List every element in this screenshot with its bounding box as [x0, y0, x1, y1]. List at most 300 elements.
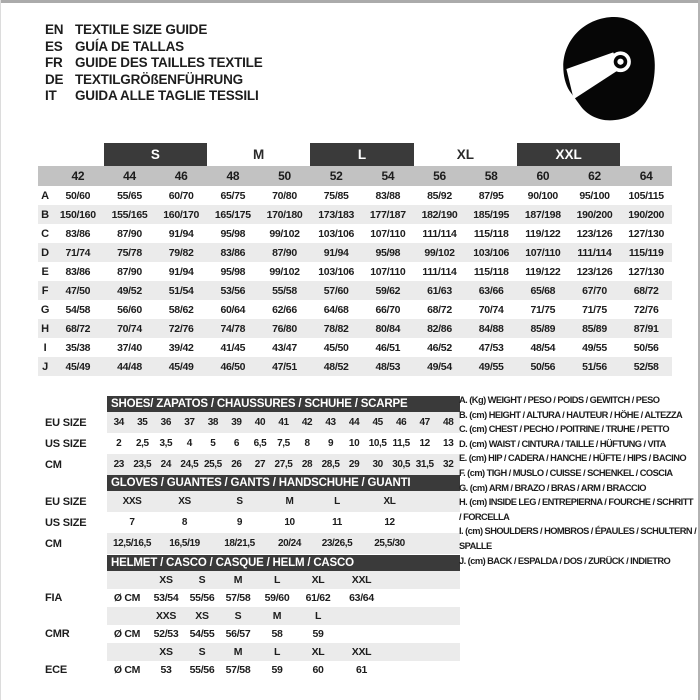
row-label: CM	[45, 458, 62, 471]
standard-label: ECE	[45, 664, 68, 676]
size-table-row	[38, 281, 672, 300]
cell-value: 34	[113, 417, 124, 428]
size-value: 46/52	[427, 341, 452, 354]
size-value: 54/58	[65, 303, 91, 316]
cell-value: 26	[231, 459, 242, 470]
cell-value: 2,5	[135, 438, 149, 449]
letter-size-xxl: XXL	[517, 143, 620, 166]
size-value: 44/48	[117, 360, 142, 373]
cell-value: 43	[325, 417, 336, 428]
cell-value: 25,5/30	[374, 538, 405, 549]
gloves-rows	[107, 491, 460, 554]
cell-value: XL	[383, 496, 396, 507]
measurement-line: B. (cm) HEIGHT / ALTURA / HAUTEUR / HÖHE / ALTEZZA	[459, 409, 683, 420]
size-value: 48/52	[323, 360, 349, 373]
shoes-title: SHOES/ ZAPATOS / CHAUSSURES / SCHUHE / SCARPE	[107, 396, 460, 412]
language-row	[45, 88, 263, 105]
size-table-row	[38, 357, 672, 376]
cell-value: 23/26,5	[321, 538, 353, 549]
size-value: 99/102	[424, 246, 455, 259]
language-code: DE	[45, 71, 64, 87]
cell-value: 42	[301, 417, 313, 428]
size-value: 119/122	[525, 265, 561, 278]
image-left-edge	[0, 0, 1, 700]
size-value: 91/94	[168, 265, 194, 278]
helmet-size: M	[233, 574, 243, 586]
helmet-value: 57/58	[225, 664, 251, 676]
cell-value: 41	[278, 417, 289, 428]
measurement-line: I. (cm) SHOULDERS / HOMBROS / ÉPAULES / SCHULTERN / SPALLE	[459, 526, 697, 551]
cell-value: 45	[372, 417, 383, 428]
row-label: CM	[45, 537, 62, 550]
size-value: 37/40	[117, 341, 142, 354]
size-value: 150/160	[59, 208, 96, 221]
helmet-size: XXL	[351, 574, 372, 586]
numeric-size: 50	[278, 169, 291, 183]
helmet-table	[107, 555, 460, 679]
cell-value: 47	[419, 417, 430, 428]
size-value: 74/78	[220, 322, 246, 335]
standard-label-spacer	[45, 643, 69, 661]
helmet-row-labels	[45, 555, 69, 679]
helmet-value: 63/64	[349, 592, 374, 604]
cell-value: 11,5	[392, 438, 410, 449]
cell-value: 30,5	[392, 459, 411, 470]
size-value: 70/74	[117, 322, 142, 335]
size-value: 79/82	[168, 246, 194, 259]
language-list	[45, 22, 263, 105]
cell-value: 7	[129, 517, 135, 528]
size-value: 165/175	[214, 208, 251, 221]
language-label: TEXTILE SIZE GUIDE	[75, 22, 208, 37]
size-value: 41/45	[220, 341, 246, 354]
helmet-section	[45, 555, 460, 679]
helmet-sizes-row	[107, 607, 460, 625]
size-value: 87/90	[272, 246, 297, 259]
size-value: 103/106	[318, 227, 355, 240]
label-spacer	[45, 396, 86, 412]
cell-value: 10	[284, 517, 295, 528]
size-table-row	[38, 319, 672, 338]
size-value: 111/114	[422, 227, 457, 240]
row-label: US SIZE	[45, 516, 87, 529]
size-value: 68/72	[633, 284, 659, 297]
language-code: IT	[45, 88, 57, 103]
measurement-line: J. (cm) BACK / ESPALDA / DOS / ZURÜCK / INDIETRO	[459, 555, 671, 566]
size-value: 67/70	[582, 284, 607, 297]
section-row	[107, 491, 460, 512]
size-value: 82/86	[427, 322, 452, 335]
size-value: 47/51	[272, 360, 297, 373]
numeric-size: 48	[226, 169, 240, 183]
size-value: 170/180	[266, 208, 303, 221]
section-row	[107, 454, 460, 475]
row-label: EU SIZE	[45, 416, 87, 429]
size-table-row	[38, 262, 672, 281]
helmet-sizes-row	[107, 571, 460, 589]
row-letter: B	[41, 208, 49, 221]
helmet-value: 53	[160, 664, 172, 676]
size-value: 111/114	[577, 246, 612, 259]
cell-value: 32	[443, 459, 454, 470]
size-value: 107/110	[370, 265, 406, 278]
helmet-value: 61	[355, 664, 368, 676]
size-value: 87/95	[478, 189, 504, 202]
row-label: EU SIZE	[45, 495, 87, 508]
size-value: 49/55	[582, 341, 607, 354]
language-row	[45, 72, 263, 89]
standard-label-spacer	[45, 607, 69, 625]
size-value: 65/68	[530, 284, 556, 297]
size-value: 185/195	[473, 208, 510, 221]
size-value: 95/98	[375, 246, 401, 259]
measurement-line: H. (cm) INSIDE LEG / ENTREPIERNA / FOURCHE / SCHRITT / FORCELLA	[459, 497, 693, 522]
cell-value: 12	[419, 438, 430, 449]
image-top-edge	[0, 0, 700, 3]
language-row	[45, 39, 263, 56]
size-table-row	[38, 205, 672, 224]
helmet-value: 52/53	[153, 628, 179, 640]
size-table-row	[38, 243, 672, 262]
size-value: 105/115	[628, 189, 664, 202]
helmet-size: M	[233, 646, 243, 658]
size-value: 85/89	[582, 322, 607, 335]
cell-value: 23	[113, 459, 124, 470]
cell-value: 10,5	[368, 438, 387, 449]
size-value: 63/66	[478, 284, 504, 297]
cell-value: 36	[160, 417, 171, 428]
size-value: 68/72	[427, 303, 452, 316]
cell-value: 24	[160, 459, 171, 470]
cell-value: S	[236, 496, 243, 507]
row-letter: I	[43, 341, 47, 354]
size-value: 123/126	[576, 265, 613, 278]
cell-value: 39	[231, 417, 242, 428]
section-row	[107, 533, 460, 554]
diameter-label: Ø CM	[113, 592, 141, 604]
size-value: 87/91	[633, 322, 659, 335]
helmet-size: L	[314, 610, 322, 622]
size-value: 85/92	[427, 189, 452, 202]
letter-size-xl: XL	[456, 147, 474, 162]
size-value: 127/130	[628, 265, 665, 278]
section-row	[107, 433, 460, 454]
helmet-value: 55/56	[189, 664, 215, 676]
size-value: 119/122	[525, 227, 561, 240]
measurement-line: C. (cm) CHEST / PECHO / POITRINE / TRUHE / PETTO	[459, 424, 670, 435]
size-value: 190/200	[576, 208, 613, 221]
size-value: 71/74	[65, 246, 91, 259]
cell-value: 37	[184, 417, 195, 428]
helmet-size: L	[273, 646, 281, 658]
cell-value: 9	[236, 517, 243, 528]
size-value: 95/98	[220, 265, 246, 278]
cell-value: 25,5	[203, 459, 222, 470]
numeric-size: 46	[174, 169, 188, 183]
measurement-legend	[459, 393, 697, 568]
size-value: 72/76	[168, 322, 194, 335]
size-value: 95/98	[220, 227, 246, 240]
size-value: 83/86	[65, 227, 91, 240]
row-letter: A	[41, 189, 49, 202]
size-value: 76/80	[272, 322, 297, 335]
measurement-line: D. (cm) WAIST / CINTURA / TAILLE / HÜFTUNG / VITA	[459, 438, 666, 449]
standard-label-spacer	[45, 571, 69, 589]
size-value: 60/64	[220, 303, 246, 316]
helmet-value: 56/57	[225, 628, 251, 640]
cell-value: 6,5	[253, 438, 267, 449]
size-value: 50/56	[530, 360, 556, 373]
language-code: EN	[45, 22, 64, 37]
language-code: ES	[45, 38, 63, 54]
helmet-size: M	[272, 610, 282, 622]
cell-value: 10	[348, 438, 360, 449]
language-row	[45, 55, 263, 72]
size-value: 61/63	[427, 284, 452, 297]
section-row	[107, 412, 460, 433]
size-value: 53/56	[220, 284, 246, 297]
helmet-value: 59	[271, 664, 283, 676]
standard-label: CMR	[45, 628, 70, 640]
cell-value: M	[285, 496, 294, 507]
size-value: 52/58	[633, 360, 659, 373]
helmet-value: 60	[312, 664, 324, 676]
size-value: 103/106	[318, 265, 355, 278]
standard-label: FIA	[45, 592, 63, 604]
helmet-rows	[107, 571, 460, 679]
size-value: 51/54	[168, 284, 194, 297]
size-value: 47/53	[478, 341, 504, 354]
size-value: 66/70	[375, 303, 401, 316]
size-value: 55/65	[117, 189, 142, 202]
cell-value: 23,5	[133, 459, 152, 470]
size-value: 57/60	[323, 284, 349, 297]
language-row	[45, 22, 263, 39]
helmet-value: 58	[271, 628, 283, 640]
cell-value: 12,5/16,5	[112, 538, 152, 549]
size-value: 43/47	[272, 341, 297, 354]
size-value: 49/52	[117, 284, 142, 297]
letter-sizes-row	[38, 143, 672, 166]
size-value: 115/119	[628, 246, 664, 259]
cell-value: 12	[384, 517, 395, 528]
size-value: 107/110	[370, 227, 406, 240]
helmet-size: S	[198, 574, 206, 586]
numeric-size: 64	[639, 169, 653, 183]
size-value: 50/56	[633, 341, 659, 354]
racing-helmet-icon	[556, 14, 660, 124]
size-value: 45/50	[323, 341, 349, 354]
row-letter: E	[41, 265, 49, 278]
textile-size-table	[38, 143, 672, 376]
size-value: 160/170	[163, 208, 200, 221]
helmet-size: XS	[195, 610, 209, 622]
size-value: 47/50	[65, 284, 91, 297]
row-letter: G	[40, 303, 50, 316]
size-value: 103/106	[473, 246, 510, 259]
size-value: 64/68	[323, 303, 349, 316]
size-value: 59/62	[375, 284, 401, 297]
size-value: 127/130	[628, 227, 665, 240]
size-value: 75/85	[323, 189, 349, 202]
size-value: 48/54	[530, 341, 556, 354]
label-spacer	[45, 475, 86, 491]
cell-value: 5	[210, 438, 216, 449]
cell-value: 27	[254, 459, 266, 470]
cell-value: 8	[304, 438, 310, 449]
size-value: 115/118	[473, 265, 509, 278]
helmet-size: XS	[159, 646, 173, 658]
language-label: GUIDE DES TAILLES TEXTILE	[75, 55, 263, 70]
helmet-sizes-row	[107, 643, 460, 661]
helmet-size: XL	[311, 574, 325, 586]
size-value: 56/60	[117, 303, 142, 316]
measurement-line: F. (cm) TIGH / MUSLO / CUISSE / SCHENKEL / COSCIA	[459, 467, 673, 478]
diameter-label: Ø CM	[113, 664, 141, 676]
size-table-row	[38, 186, 672, 205]
cell-value: 7,5	[277, 438, 290, 449]
size-value: 87/90	[117, 227, 142, 240]
cell-value: 27,5	[274, 459, 293, 470]
size-value: 91/94	[168, 227, 194, 240]
cell-value: 28,5	[321, 459, 340, 470]
row-letter: D	[41, 246, 49, 259]
size-value: 182/190	[421, 208, 458, 221]
size-value: 83/86	[220, 246, 246, 259]
size-value: 190/200	[628, 208, 665, 221]
row-letter: C	[41, 227, 49, 240]
helmet-size: XS	[159, 574, 173, 586]
size-value: 65/75	[220, 189, 246, 202]
language-label: GUÍA DE TALLAS	[75, 38, 184, 54]
cell-value: 24,5	[180, 459, 199, 470]
numeric-size: 58	[484, 169, 498, 183]
size-value: 99/102	[269, 227, 300, 240]
cell-value: 2	[116, 438, 122, 449]
row-label: US SIZE	[45, 437, 87, 450]
size-table-row	[38, 338, 672, 357]
helmet-value: 53/54	[153, 592, 179, 604]
helmet-size: XL	[311, 646, 325, 658]
helmet-value: 59	[312, 628, 324, 640]
size-value: 48/53	[375, 360, 401, 373]
size-value: 71/75	[582, 303, 607, 316]
size-value: 99/102	[269, 265, 300, 278]
shoes-row-labels	[45, 396, 86, 475]
numeric-size: 54	[381, 169, 395, 183]
size-value: 49/55	[478, 360, 504, 373]
diameter-label: Ø CM	[113, 628, 141, 640]
size-value: 187/198	[524, 208, 561, 221]
size-value: 84/88	[478, 322, 504, 335]
size-value: 50/60	[65, 189, 91, 202]
row-letter: J	[42, 360, 48, 373]
size-table-row	[38, 224, 672, 243]
gloves-row-labels	[45, 475, 86, 554]
size-value: 173/183	[318, 208, 355, 221]
cell-value: 29	[348, 459, 360, 470]
helmet-values-row	[107, 625, 460, 643]
cell-value: 18/21,5	[224, 538, 255, 549]
size-value: 155/165	[111, 208, 148, 221]
cell-value: 13	[443, 438, 454, 449]
shoes-rows	[107, 412, 460, 475]
size-value: 87/90	[117, 265, 142, 278]
measurement-line: G. (cm) ARM / BRAZO / BRAS / ARM / BRACCIO	[459, 482, 646, 493]
cell-value: 6	[233, 438, 239, 449]
cell-value: 9	[327, 438, 334, 449]
cell-value: 44	[348, 417, 360, 428]
gloves-section	[45, 475, 460, 554]
size-value: 115/118	[473, 227, 509, 240]
cell-value: 35	[137, 417, 148, 428]
numeric-sizes-row	[38, 166, 672, 186]
gloves-table	[107, 475, 460, 554]
language-code: FR	[45, 55, 63, 70]
size-value: 75/78	[117, 246, 142, 259]
size-value: 177/187	[369, 208, 406, 221]
numeric-size: 44	[123, 169, 136, 183]
size-value: 46/51	[375, 341, 401, 354]
size-value: 91/94	[323, 246, 349, 259]
cell-value: 31,5	[415, 459, 434, 470]
letter-size-m: M	[253, 147, 265, 162]
cell-value: 46	[395, 417, 407, 428]
size-value: 72/76	[633, 303, 659, 316]
helmet-size: S	[198, 646, 206, 658]
helmet-size: XXL	[351, 646, 372, 658]
helmet-value: 55/56	[189, 592, 215, 604]
numeric-size: 56	[433, 169, 446, 183]
numeric-size: 52	[329, 169, 343, 183]
cell-value: 3,5	[159, 438, 173, 449]
cell-value: 40	[254, 417, 266, 428]
label-spacer	[45, 555, 69, 571]
size-value: 90/100	[527, 189, 558, 202]
size-value: 39/42	[168, 341, 194, 354]
size-value: 35/38	[65, 341, 91, 354]
cell-value: 38	[207, 417, 219, 428]
helmet-values-row	[107, 589, 460, 607]
size-value: 45/49	[168, 360, 194, 373]
cell-value: 30	[372, 459, 383, 470]
cell-value: XXS	[122, 496, 142, 507]
size-value: 83/88	[375, 189, 401, 202]
size-value: 70/80	[272, 189, 297, 202]
shoes-table	[107, 396, 460, 475]
language-label: TEXTILGRÖßENFÜHRUNG	[75, 71, 243, 87]
helmet-values-row	[107, 661, 460, 679]
cell-value: 4	[186, 438, 192, 449]
size-value: 95/100	[579, 189, 610, 202]
size-value: 58/62	[168, 303, 194, 316]
helmet-size: S	[234, 610, 242, 622]
numeric-size: 60	[536, 169, 550, 183]
shoes-section	[45, 396, 460, 475]
language-label: GUIDA ALLE TAGLIE TESSILI	[75, 88, 259, 103]
size-value: 60/70	[168, 189, 194, 202]
size-value: 45/49	[65, 360, 91, 373]
row-letter: F	[41, 284, 49, 297]
size-table-row	[38, 300, 672, 319]
cell-value: 28	[301, 459, 313, 470]
size-value: 49/54	[427, 360, 452, 373]
cell-value: 16,5/19	[169, 538, 200, 549]
cell-value: 11	[332, 517, 342, 528]
helmet-size: XXS	[155, 610, 177, 622]
section-row	[107, 512, 460, 533]
cell-value: XS	[178, 496, 191, 507]
